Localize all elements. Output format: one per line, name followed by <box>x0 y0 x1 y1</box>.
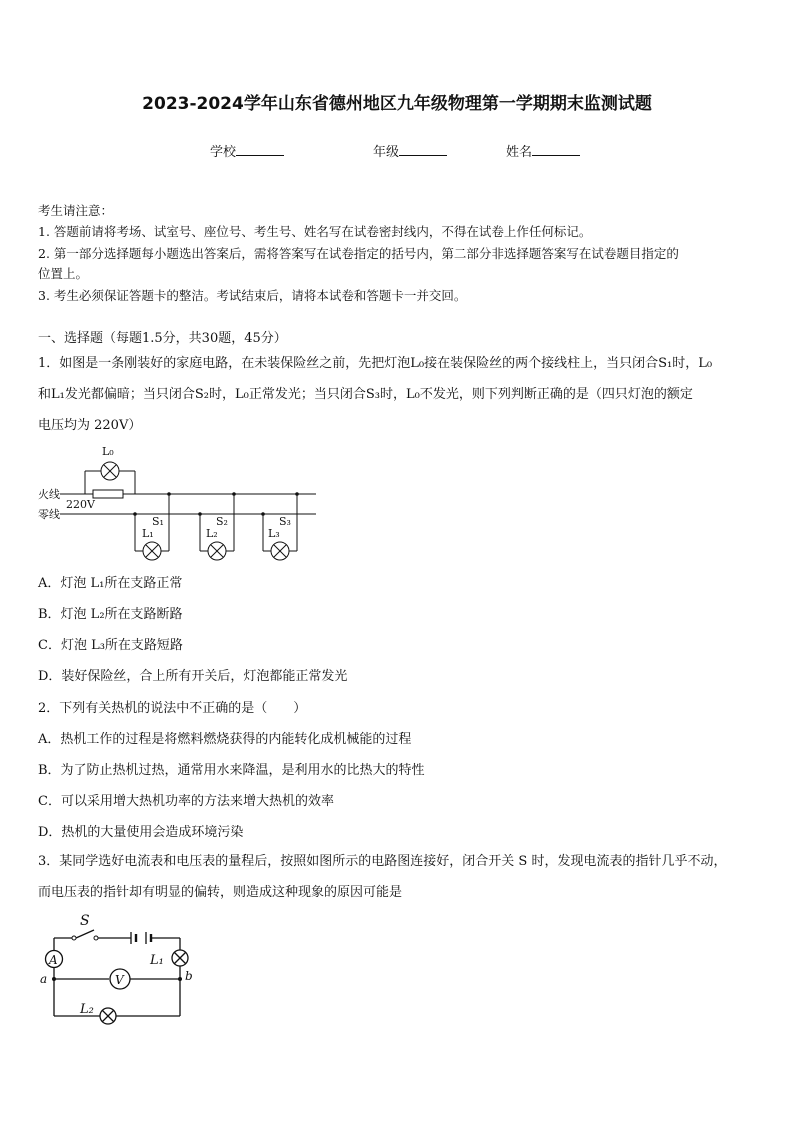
section-heading: 一、选择题（每题1.5分，共30题，45分） <box>38 331 287 346</box>
switch-label: S <box>80 913 90 929</box>
L1-lamp-label: L₁ <box>150 953 164 968</box>
name-field <box>506 141 580 160</box>
q1-S2: S₂ <box>194 387 210 402</box>
L3-label: L₃ <box>268 527 280 540</box>
notice-item-2-cont: 位置上。 <box>38 266 89 281</box>
notice-item-3: 3. 考生必须保证答题卡的整洁。考试结束后，请将本试卷和答题卡一并交回。 <box>38 288 467 303</box>
school-label: 学校 <box>210 145 237 160</box>
question-2-stem: 2．下列有关热机的说法中不正确的是（ ） <box>38 701 307 716</box>
neutral-wire-label: 零线 <box>38 508 60 521</box>
q1-option-c[interactable]: C．灯泡 L₃所在支路短路 <box>38 638 183 653</box>
q1-L0c: L₀ <box>235 387 249 402</box>
name-blank[interactable] <box>532 144 580 156</box>
grade-blank[interactable] <box>399 144 447 156</box>
page-title: 2023-2024学年山东省德州地区九年级物理第一学期期末监测试题 <box>142 94 652 114</box>
q2-option-b[interactable]: B．为了防止热机过热，通常用水来降温，是利用水的比热大的特性 <box>38 763 425 778</box>
fire-wire-label: 火线 <box>38 488 60 501</box>
question-1-stem: 1．如图是一条刚装好的家庭电路，在未装保险丝之前，先把灯泡L₀接在装保险丝的两个接线柱上，当只闭合S₁时，L₀ 和L₁发光都偏暗；当只闭合S₂时，L₀正常发光；当只闭合S₃时，L₀不发光，则下列判断正确的是（四只灯泡的额定 电压均为 220V） <box>38 356 713 433</box>
school-blank[interactable] <box>236 144 284 156</box>
grade-field <box>373 141 447 160</box>
q1-L1: L₁ <box>51 387 65 402</box>
ammeter-label: A <box>49 953 58 967</box>
voltmeter-label: V <box>115 973 124 987</box>
question-3-stem: 3．某同学选好电流表和电压表的量程后，按照如图所示的电路图连接好，闭合开关 S 时，发现电流表的指针几乎不动， 而电压表的指针却有明显的偏转，则造成这种现象的原因可能是 <box>38 854 727 900</box>
q1-L0b: L₀ <box>698 356 713 371</box>
q1-L0d: L₀ <box>406 387 420 402</box>
L2-lamp-label: L₂ <box>80 1002 94 1017</box>
grade-label: 年级 <box>373 145 400 160</box>
q1-option-d[interactable]: D．装好保险丝，合上所有开关后，灯泡都能正常发光 <box>38 669 348 684</box>
q2-option-c[interactable]: C．可以采用增大热机功率的方法来增大热机的效率 <box>38 794 334 809</box>
node-a-label: a <box>40 972 48 986</box>
S1-label: S₁ <box>152 515 164 528</box>
L0-label: L₀ <box>102 445 114 458</box>
ammeter-voltmeter-circuit-diagram <box>36 910 206 1032</box>
L1-label: L₁ <box>142 527 154 540</box>
q2-option-d[interactable]: D．热机的大量使用会造成环境污染 <box>38 825 244 840</box>
notice-heading: 考生请注意： <box>38 203 114 218</box>
q1-L0: L₀ <box>410 356 425 371</box>
notice-item-1: 1. 答题前请将考场、试室号、座位号、考生号、姓名写在试卷密封线内，不得在试卷上作任何标记。 <box>38 224 592 239</box>
name-label: 姓名 <box>506 145 533 160</box>
household-circuit-diagram <box>30 438 330 570</box>
S2-label: S₂ <box>216 515 228 528</box>
voltage-label: 220V <box>66 498 95 511</box>
q1-S3: S₃ <box>365 387 381 402</box>
q2-option-a[interactable]: A．热机工作的过程是将燃料燃烧获得的内能转化成机械能的过程 <box>38 732 412 747</box>
node-b-label: b <box>185 969 193 983</box>
S3-label: S₃ <box>279 515 291 528</box>
notice-item-2: 2. 第一部分选择题每小题选出答案后，需将答案写在试卷指定的括号内，第二部分非选择题答案写在试卷题目指定的 <box>38 246 679 261</box>
school-field <box>210 141 284 160</box>
L2-label: L₂ <box>206 527 218 540</box>
q1-option-b[interactable]: B．灯泡 L₂所在支路断路 <box>38 607 183 622</box>
q1-S1: S₁ <box>658 356 673 371</box>
q1-option-a[interactable]: A．灯泡 L₁所在支路正常 <box>38 576 183 591</box>
